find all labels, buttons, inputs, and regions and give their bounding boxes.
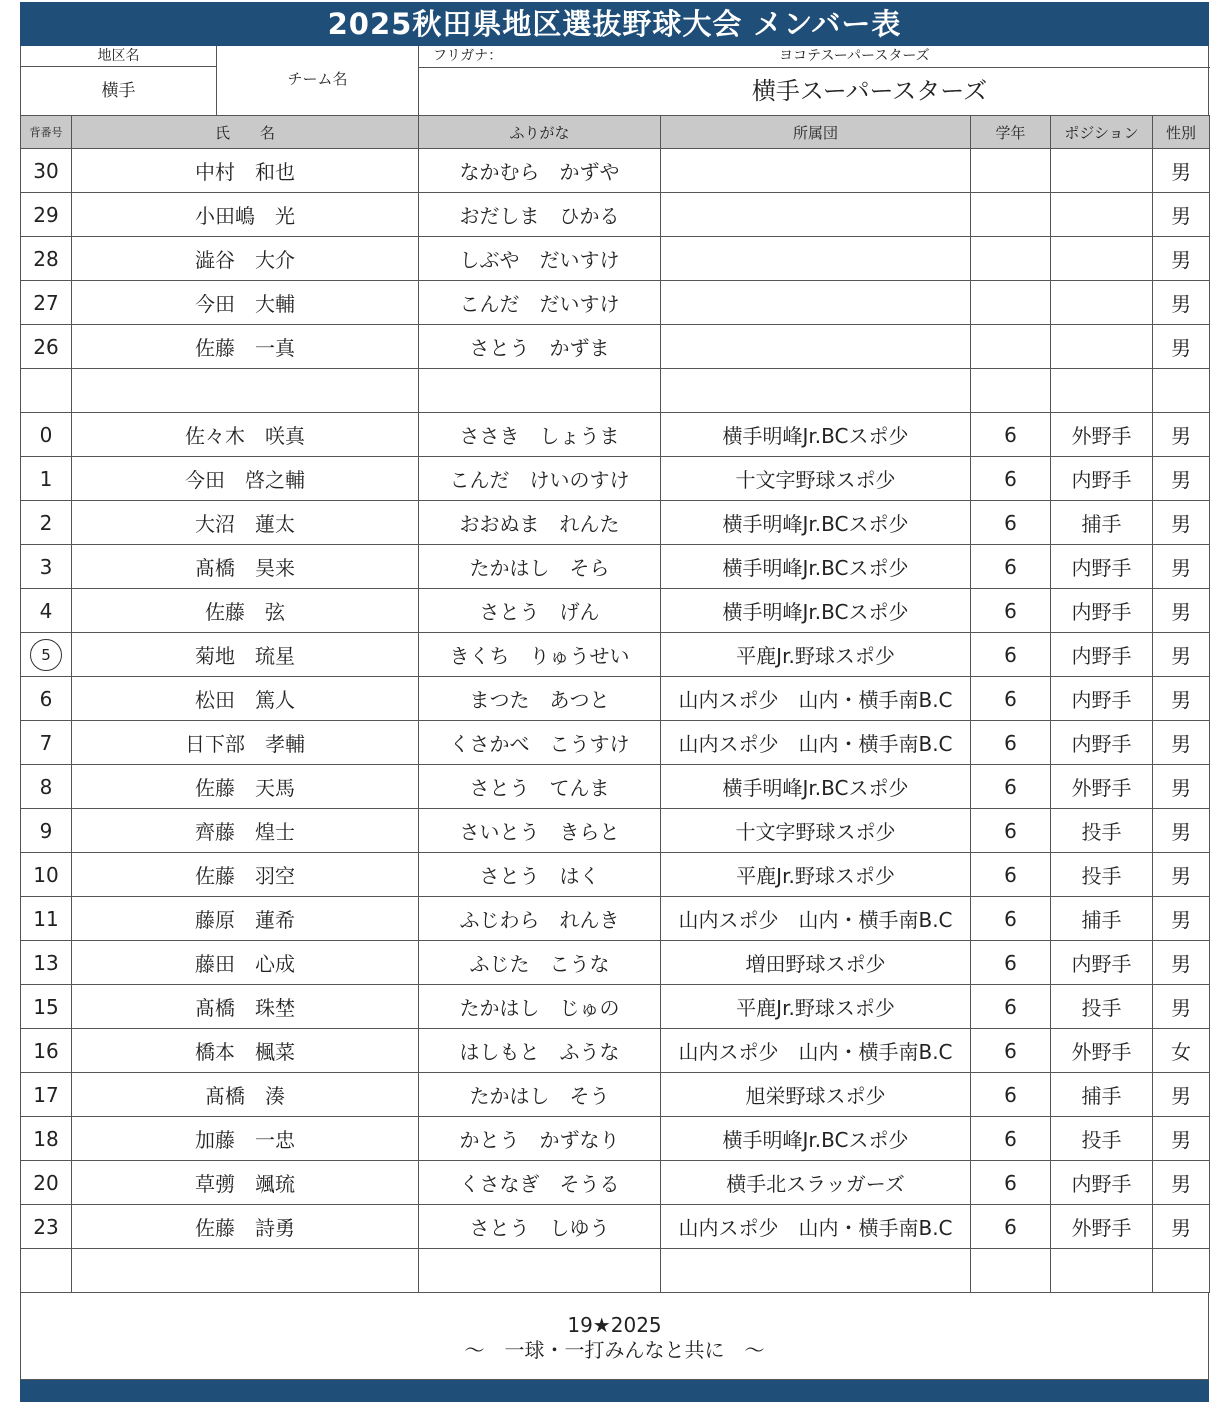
cell-furigana: ふじわら れんき bbox=[419, 897, 661, 941]
cell-name: 藤田 心成 bbox=[72, 941, 419, 985]
cell-position: 捕手 bbox=[1051, 501, 1153, 545]
cell-furigana: さとう てんま bbox=[419, 765, 661, 809]
cell-name: 佐藤 詩勇 bbox=[72, 1205, 419, 1249]
player-row bbox=[21, 677, 1210, 721]
cell-number: 4 bbox=[21, 589, 72, 633]
cell-position bbox=[1051, 281, 1153, 325]
cell-grade bbox=[971, 281, 1051, 325]
cell-grade: 6 bbox=[971, 501, 1051, 545]
cell-furigana: こんだ だいすけ bbox=[419, 281, 661, 325]
cell-position: 内野手 bbox=[1051, 721, 1153, 765]
cell-gender: 男 bbox=[1153, 413, 1210, 457]
cell-number: 1 bbox=[21, 457, 72, 501]
cell-gender: 男 bbox=[1153, 1117, 1210, 1161]
roster-sheet bbox=[20, 2, 1209, 1402]
cell-furigana: きくち りゅうせい bbox=[419, 633, 661, 677]
cell-affiliation: 横手明峰Jr.BCスポ少 bbox=[661, 765, 971, 809]
cell-position: 内野手 bbox=[1051, 545, 1153, 589]
cell-number: 26 bbox=[21, 325, 72, 369]
cell-furigana: おだしま ひかる bbox=[419, 193, 661, 237]
table-header-row bbox=[21, 116, 1210, 149]
cell-furigana bbox=[419, 1249, 661, 1293]
cell-position: 内野手 bbox=[1051, 589, 1153, 633]
cell-number: 3 bbox=[21, 545, 72, 589]
cell-gender: 男 bbox=[1153, 1205, 1210, 1249]
cell-number: 29 bbox=[21, 193, 72, 237]
player-row bbox=[21, 809, 1210, 853]
cell-name: 橋本 楓菜 bbox=[72, 1029, 419, 1073]
cell-furigana: ささき しょうま bbox=[419, 413, 661, 457]
cell-affiliation: 横手明峰Jr.BCスポ少 bbox=[661, 1117, 971, 1161]
cell-furigana: さとう しゆう bbox=[419, 1205, 661, 1249]
cell-name: 日下部 孝輔 bbox=[72, 721, 419, 765]
cell-position: 外野手 bbox=[1051, 413, 1153, 457]
cell-affiliation: 平鹿Jr.野球スポ少 bbox=[661, 853, 971, 897]
cell-name: 佐々木 咲真 bbox=[72, 413, 419, 457]
cell-number: 16 bbox=[21, 1029, 72, 1073]
cell-position: 内野手 bbox=[1051, 457, 1153, 501]
player-row bbox=[21, 721, 1210, 765]
cell-position: 投手 bbox=[1051, 809, 1153, 853]
cell-name: 澁谷 大介 bbox=[72, 237, 419, 281]
cell-number: 8 bbox=[21, 765, 72, 809]
sheet-title: 2025秋田県地区選抜野球大会 メンバー表 bbox=[20, 2, 1209, 46]
cell-grade: 6 bbox=[971, 1029, 1051, 1073]
cell-gender: 男 bbox=[1153, 325, 1210, 369]
footer-year: 19★2025 bbox=[567, 1313, 662, 1337]
cell-name: 中村 和也 bbox=[72, 149, 419, 193]
player-row bbox=[21, 1073, 1210, 1117]
cell-position: 内野手 bbox=[1051, 633, 1153, 677]
player-row bbox=[21, 897, 1210, 941]
staff-row bbox=[21, 149, 1210, 193]
cell-gender bbox=[1153, 1249, 1210, 1293]
cell-gender: 男 bbox=[1153, 281, 1210, 325]
cell-grade: 6 bbox=[971, 985, 1051, 1029]
team-name-label: チーム名 bbox=[217, 46, 419, 115]
cell-position: 外野手 bbox=[1051, 1029, 1153, 1073]
cell-position bbox=[1051, 193, 1153, 237]
cell-gender: 男 bbox=[1153, 457, 1210, 501]
player-row bbox=[21, 985, 1210, 1029]
cell-grade: 6 bbox=[971, 897, 1051, 941]
cell-name: 髙橋 昊来 bbox=[72, 545, 419, 589]
cell-gender: 男 bbox=[1153, 501, 1210, 545]
col-grade: 学年 bbox=[971, 116, 1051, 149]
cell-number: 0 bbox=[21, 413, 72, 457]
cell-number: 18 bbox=[21, 1117, 72, 1161]
cell-affiliation: 増田野球スポ少 bbox=[661, 941, 971, 985]
cell-affiliation bbox=[661, 149, 971, 193]
cell-number: 6 bbox=[21, 677, 72, 721]
cell-affiliation bbox=[661, 369, 971, 413]
cell-affiliation bbox=[661, 193, 971, 237]
cell-name: 菊地 琉星 bbox=[72, 633, 419, 677]
cell-grade: 6 bbox=[971, 457, 1051, 501]
roster-body bbox=[21, 149, 1210, 1293]
cell-grade: 6 bbox=[971, 545, 1051, 589]
furigana-label: フリガナ： bbox=[433, 48, 503, 64]
cell-number: 2 bbox=[21, 501, 72, 545]
blank-row bbox=[21, 1249, 1210, 1293]
cell-name: 髙橋 湊 bbox=[72, 1073, 419, 1117]
col-position: ポジション bbox=[1051, 116, 1153, 149]
cell-furigana: なかむら かずや bbox=[419, 149, 661, 193]
footer-slogan: ～ 一球・一打みんなと共に ～ bbox=[464, 1338, 765, 1362]
player-row bbox=[21, 545, 1210, 589]
col-affiliation: 所属団 bbox=[661, 116, 971, 149]
cell-gender: 男 bbox=[1153, 193, 1210, 237]
cell-affiliation: 山内スポ少 山内・横手南B.C bbox=[661, 1205, 971, 1249]
cell-gender: 男 bbox=[1153, 809, 1210, 853]
cell-grade: 6 bbox=[971, 413, 1051, 457]
cell-position bbox=[1051, 325, 1153, 369]
cell-number: 10 bbox=[21, 853, 72, 897]
cell-furigana: たかはし そう bbox=[419, 1073, 661, 1117]
cell-name: 佐藤 一真 bbox=[72, 325, 419, 369]
cell-affiliation: 山内スポ少 山内・横手南B.C bbox=[661, 897, 971, 941]
cell-name: 佐藤 羽空 bbox=[72, 853, 419, 897]
cell-furigana: こんだ けいのすけ bbox=[419, 457, 661, 501]
cell-number: 9 bbox=[21, 809, 72, 853]
cell-name: 草彅 颯琉 bbox=[72, 1161, 419, 1205]
cell-name: 今田 大輔 bbox=[72, 281, 419, 325]
footer bbox=[20, 1293, 1209, 1380]
cell-gender: 男 bbox=[1153, 765, 1210, 809]
captain-number-circle: 5 bbox=[30, 639, 62, 671]
cell-furigana: さとう かずま bbox=[419, 325, 661, 369]
cell-number bbox=[21, 1249, 72, 1293]
cell-grade: 6 bbox=[971, 941, 1051, 985]
cell-name bbox=[72, 369, 419, 413]
cell-affiliation: 山内スポ少 山内・横手南B.C bbox=[661, 1029, 971, 1073]
col-furigana: ふりがな bbox=[419, 116, 661, 149]
cell-affiliation bbox=[661, 281, 971, 325]
cell-number: 28 bbox=[21, 237, 72, 281]
cell-furigana: かとう かずなり bbox=[419, 1117, 661, 1161]
cell-grade bbox=[971, 149, 1051, 193]
bottom-bar bbox=[20, 1380, 1209, 1402]
team-name-value: 横手スーパースターズ bbox=[751, 77, 988, 105]
cell-affiliation: 平鹿Jr.野球スポ少 bbox=[661, 985, 971, 1029]
cell-affiliation: 十文字野球スポ少 bbox=[661, 809, 971, 853]
cell-affiliation: 横手明峰Jr.BCスポ少 bbox=[661, 589, 971, 633]
cell-name: 藤原 蓮希 bbox=[72, 897, 419, 941]
furigana-value: ヨコテスーパースターズ bbox=[779, 48, 930, 64]
district-value: 横手 bbox=[21, 67, 217, 115]
cell-name: 齊藤 煌士 bbox=[72, 809, 419, 853]
player-row bbox=[21, 853, 1210, 897]
cell-furigana: しぶや だいすけ bbox=[419, 237, 661, 281]
cell-furigana: くさなぎ そうる bbox=[419, 1161, 661, 1205]
cell-position bbox=[1051, 369, 1153, 413]
cell-furigana: たかはし じゅの bbox=[419, 985, 661, 1029]
cell-gender: 男 bbox=[1153, 1161, 1210, 1205]
team-header bbox=[20, 46, 1209, 115]
col-gender: 性別 bbox=[1153, 116, 1210, 149]
cell-gender: 男 bbox=[1153, 589, 1210, 633]
cell-number bbox=[21, 633, 72, 677]
cell-grade bbox=[971, 325, 1051, 369]
cell-name bbox=[72, 1249, 419, 1293]
cell-furigana: ふじた こうな bbox=[419, 941, 661, 985]
staff-row bbox=[21, 193, 1210, 237]
cell-gender: 女 bbox=[1153, 1029, 1210, 1073]
cell-grade: 6 bbox=[971, 853, 1051, 897]
cell-name: 髙橋 珠埜 bbox=[72, 985, 419, 1029]
cell-affiliation: 横手北スラッガーズ bbox=[661, 1161, 971, 1205]
cell-position: 捕手 bbox=[1051, 1073, 1153, 1117]
cell-gender: 男 bbox=[1153, 677, 1210, 721]
staff-row bbox=[21, 281, 1210, 325]
cell-furigana: まつた あつと bbox=[419, 677, 661, 721]
cell-number: 13 bbox=[21, 941, 72, 985]
cell-number: 11 bbox=[21, 897, 72, 941]
player-row bbox=[21, 1161, 1210, 1205]
cell-affiliation: 山内スポ少 山内・横手南B.C bbox=[661, 721, 971, 765]
cell-position bbox=[1051, 237, 1153, 281]
cell-grade: 6 bbox=[971, 1117, 1051, 1161]
col-name: 氏 名 bbox=[72, 116, 419, 149]
cell-gender: 男 bbox=[1153, 721, 1210, 765]
cell-affiliation: 横手明峰Jr.BCスポ少 bbox=[661, 545, 971, 589]
player-row bbox=[21, 1029, 1210, 1073]
cell-affiliation bbox=[661, 325, 971, 369]
cell-grade bbox=[971, 369, 1051, 413]
player-row bbox=[21, 501, 1210, 545]
cell-name: 今田 啓之輔 bbox=[72, 457, 419, 501]
cell-furigana: おおぬま れんた bbox=[419, 501, 661, 545]
cell-furigana bbox=[419, 369, 661, 413]
cell-grade bbox=[971, 237, 1051, 281]
cell-position: 内野手 bbox=[1051, 1161, 1153, 1205]
cell-grade: 6 bbox=[971, 1205, 1051, 1249]
cell-number: 17 bbox=[21, 1073, 72, 1117]
cell-grade bbox=[971, 1249, 1051, 1293]
cell-furigana: さとう はく bbox=[419, 853, 661, 897]
cell-name: 松田 篤人 bbox=[72, 677, 419, 721]
staff-row bbox=[21, 237, 1210, 281]
cell-gender: 男 bbox=[1153, 633, 1210, 677]
cell-number bbox=[21, 369, 72, 413]
cell-position bbox=[1051, 1249, 1153, 1293]
cell-grade bbox=[971, 193, 1051, 237]
cell-furigana: さいとう きらと bbox=[419, 809, 661, 853]
player-row bbox=[21, 457, 1210, 501]
cell-grade: 6 bbox=[971, 589, 1051, 633]
cell-number: 20 bbox=[21, 1161, 72, 1205]
district-label: 地区名 bbox=[21, 46, 217, 67]
cell-affiliation: 旭栄野球スポ少 bbox=[661, 1073, 971, 1117]
cell-furigana: たかはし そら bbox=[419, 545, 661, 589]
player-row bbox=[21, 413, 1210, 457]
cell-affiliation bbox=[661, 237, 971, 281]
cell-number: 15 bbox=[21, 985, 72, 1029]
staff-row bbox=[21, 325, 1210, 369]
player-row bbox=[21, 1205, 1210, 1249]
cell-grade: 6 bbox=[971, 809, 1051, 853]
cell-position: 内野手 bbox=[1051, 941, 1153, 985]
cell-affiliation: 平鹿Jr.野球スポ少 bbox=[661, 633, 971, 677]
cell-grade: 6 bbox=[971, 677, 1051, 721]
cell-grade: 6 bbox=[971, 721, 1051, 765]
cell-position: 内野手 bbox=[1051, 677, 1153, 721]
player-row bbox=[21, 1117, 1210, 1161]
cell-position: 外野手 bbox=[1051, 1205, 1153, 1249]
cell-affiliation: 横手明峰Jr.BCスポ少 bbox=[661, 501, 971, 545]
cell-affiliation: 横手明峰Jr.BCスポ少 bbox=[661, 413, 971, 457]
cell-position: 外野手 bbox=[1051, 765, 1153, 809]
cell-gender: 男 bbox=[1153, 149, 1210, 193]
cell-gender bbox=[1153, 369, 1210, 413]
cell-furigana: くさかべ こうすけ bbox=[419, 721, 661, 765]
cell-number: 7 bbox=[21, 721, 72, 765]
cell-name: 小田嶋 光 bbox=[72, 193, 419, 237]
cell-number: 27 bbox=[21, 281, 72, 325]
player-row bbox=[21, 633, 1210, 677]
cell-name: 佐藤 天馬 bbox=[72, 765, 419, 809]
cell-position bbox=[1051, 149, 1153, 193]
cell-affiliation bbox=[661, 1249, 971, 1293]
cell-number: 30 bbox=[21, 149, 72, 193]
cell-affiliation: 山内スポ少 山内・横手南B.C bbox=[661, 677, 971, 721]
cell-gender: 男 bbox=[1153, 237, 1210, 281]
cell-grade: 6 bbox=[971, 1161, 1051, 1205]
roster-table bbox=[20, 115, 1210, 1293]
cell-position: 投手 bbox=[1051, 853, 1153, 897]
player-row bbox=[21, 765, 1210, 809]
cell-grade: 6 bbox=[971, 633, 1051, 677]
cell-number: 23 bbox=[21, 1205, 72, 1249]
cell-gender: 男 bbox=[1153, 941, 1210, 985]
player-row bbox=[21, 941, 1210, 985]
cell-name: 加藤 一忠 bbox=[72, 1117, 419, 1161]
cell-gender: 男 bbox=[1153, 853, 1210, 897]
cell-name: 佐藤 弦 bbox=[72, 589, 419, 633]
cell-position: 投手 bbox=[1051, 1117, 1153, 1161]
cell-position: 投手 bbox=[1051, 985, 1153, 1029]
cell-furigana: さとう げん bbox=[419, 589, 661, 633]
blank-row bbox=[21, 369, 1210, 413]
cell-gender: 男 bbox=[1153, 545, 1210, 589]
player-row bbox=[21, 589, 1210, 633]
cell-grade: 6 bbox=[971, 765, 1051, 809]
cell-furigana: はしもと ふうな bbox=[419, 1029, 661, 1073]
cell-affiliation: 十文字野球スポ少 bbox=[661, 457, 971, 501]
cell-gender: 男 bbox=[1153, 1073, 1210, 1117]
cell-name: 大沼 蓮太 bbox=[72, 501, 419, 545]
cell-gender: 男 bbox=[1153, 897, 1210, 941]
col-number: 背番号 bbox=[21, 116, 72, 149]
cell-position: 捕手 bbox=[1051, 897, 1153, 941]
cell-gender: 男 bbox=[1153, 985, 1210, 1029]
cell-grade: 6 bbox=[971, 1073, 1051, 1117]
